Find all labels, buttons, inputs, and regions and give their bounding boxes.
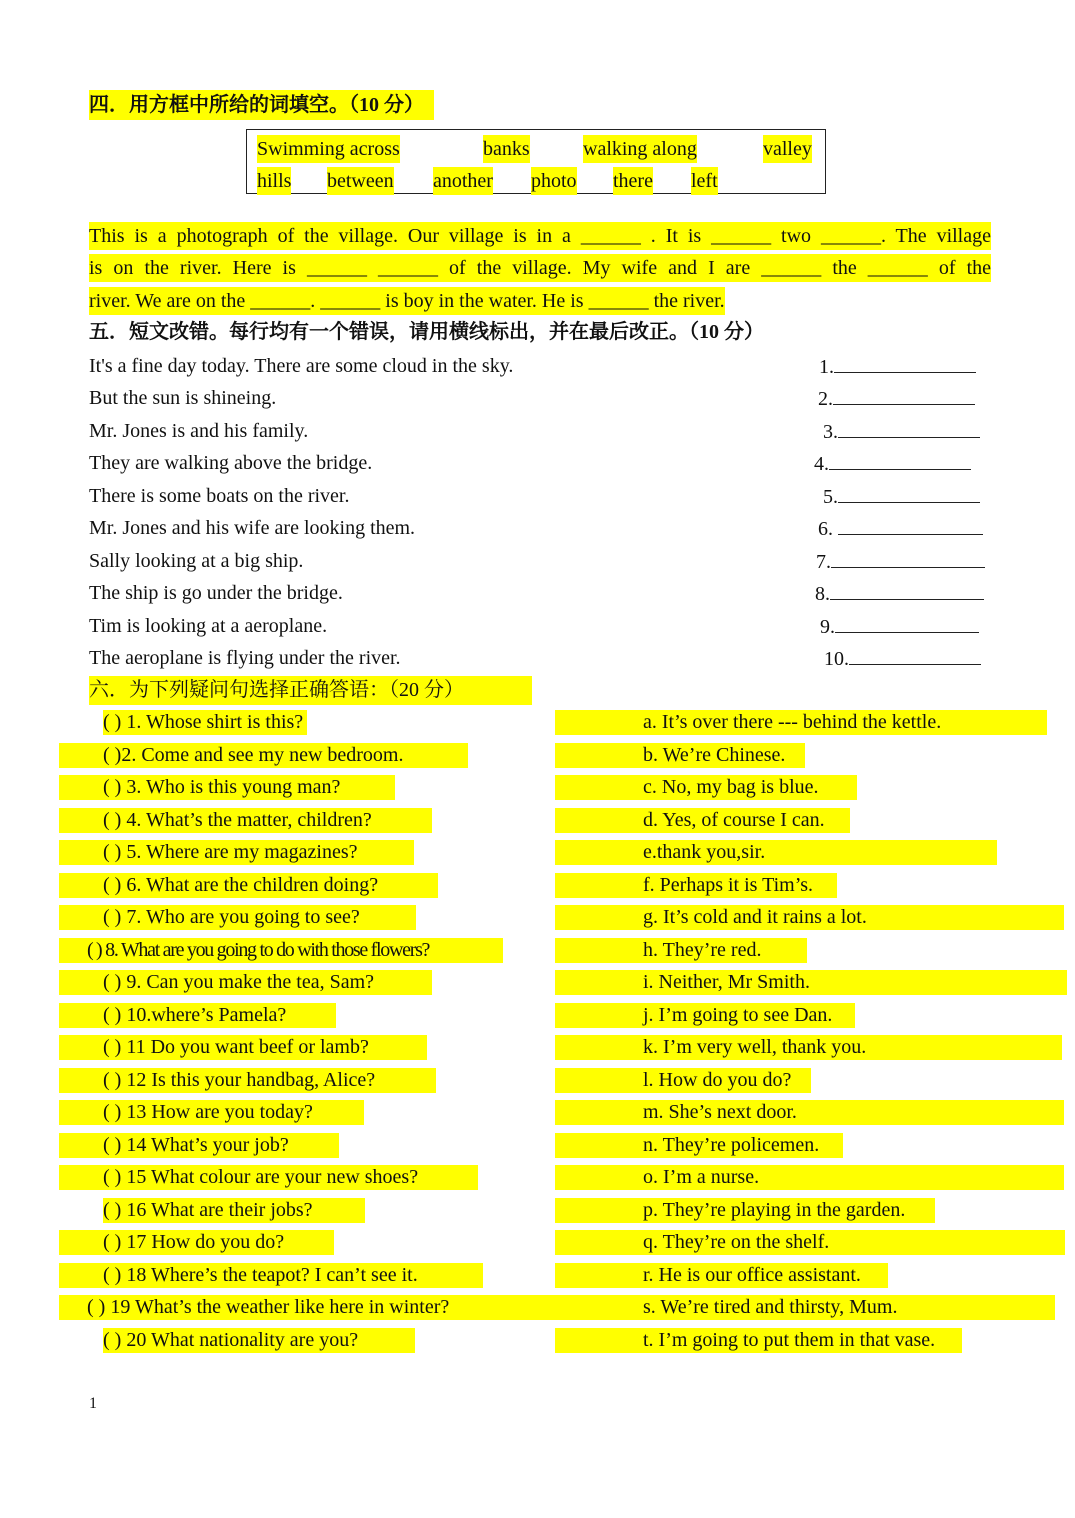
error-line: It's a fine day today. There are some cloud in the sky. (89, 355, 514, 377)
answer-option: i. Neither, Mr Smith. (555, 970, 1067, 995)
answer-option: l. How do you do? (555, 1068, 811, 1093)
answer-number: 8. (815, 583, 830, 605)
error-line: But the sun is shineing. (89, 387, 277, 409)
section6-title: 六．为下列疑问句选择正确答语：（20 分） (89, 676, 532, 705)
word-box-item: between (327, 167, 394, 195)
answer-blank[interactable] (849, 644, 981, 665)
answer-option: f. Perhaps it is Tim’s. (555, 873, 837, 898)
answer-option: q. They’re on the shelf. (555, 1230, 1065, 1255)
question-item: ( )2. Come and see my new bedroom. (59, 743, 468, 768)
answer-number: 1. (819, 356, 834, 378)
question-item: ( ) 17 How do you do? (59, 1230, 334, 1255)
answer-slot[interactable] (818, 514, 983, 543)
error-line: The aeroplane is flying under the river. (89, 647, 401, 669)
question-item: ( ) 6. What are the children doing? (59, 873, 438, 898)
error-line: There is some boats on the river. (89, 485, 350, 507)
answer-option: d. Yes, of course I can. (555, 808, 850, 833)
answer-option: j. I’m going to see Dan. (555, 1003, 855, 1028)
answer-blank[interactable] (831, 547, 985, 568)
answer-option: r. He is our office assistant. (555, 1263, 888, 1288)
question-item: ( ) 8. What are you going to do with those flowers? (59, 938, 503, 963)
word-box-item: walking along (583, 135, 697, 163)
question-item: ( ) 13 How are you today? (59, 1100, 364, 1125)
answer-option: n. They’re policemen. (555, 1133, 843, 1158)
answer-slot[interactable] (824, 644, 981, 673)
error-line: Tim is looking at a aeroplane. (89, 615, 328, 637)
answer-slot[interactable] (820, 612, 979, 641)
answer-number: 4. (814, 453, 829, 475)
error-line: Sally looking at a big ship. (89, 550, 304, 572)
error-line: They are walking above the bridge. (89, 452, 373, 474)
answer-blank[interactable] (830, 579, 984, 600)
word-box-item: Swimming across (257, 135, 400, 163)
answer-blank[interactable] (834, 352, 976, 373)
word-box (246, 129, 826, 194)
question-item: ( ) 11 Do you want beef or lamb? (59, 1035, 427, 1060)
page-number: 1 (89, 1395, 97, 1412)
answer-option: h. They’re red. (555, 938, 807, 963)
paragraph-line: This is a photograph of the village. Our village is in a ______ . It is ______ two ______. The village (89, 222, 991, 250)
answer-slot[interactable] (823, 482, 980, 511)
answer-number: 3. (823, 421, 838, 443)
question-item: ( ) 4. What’s the matter, children? (59, 808, 432, 833)
word-box-item: valley (763, 135, 812, 163)
word-box-item: hills (257, 167, 291, 195)
answer-number: 10. (824, 648, 849, 670)
answer-blank[interactable] (833, 384, 975, 405)
answer-option: c. No, my bag is blue. (555, 775, 857, 800)
answer-option: a. It’s over there --- behind the kettle. (555, 710, 1047, 735)
question-item: ( ) 9. Can you make the tea, Sam? (59, 970, 432, 995)
question-item: ( ) 10.where’s Pamela? (59, 1003, 336, 1028)
question-item: ( ) 7. Who are you going to see? (59, 905, 416, 930)
answer-slot[interactable] (816, 547, 985, 576)
answer-option: o. I’m a nurse. (555, 1165, 1064, 1190)
answer-slot[interactable] (823, 417, 980, 446)
question-item: ( ) 16 What are their jobs? (103, 1198, 365, 1223)
error-line: Mr. Jones and his wife are looking them. (89, 517, 416, 539)
answer-slot[interactable] (815, 579, 984, 608)
paragraph-line: is on the river. Here is ______ ______ of the village. My wife and I are ______ the ______ of the (89, 254, 991, 282)
answer-option: t. I’m going to put them in that vase. (555, 1328, 962, 1353)
question-item: ( ) 12 Is this your handbag, Alice? (59, 1068, 436, 1093)
question-item: ( ) 15 What colour are your new shoes? (59, 1165, 478, 1190)
answer-blank[interactable] (835, 612, 979, 633)
word-box-item: banks (483, 135, 530, 163)
answer-option: k. I’m very well, thank you. (555, 1035, 1062, 1060)
question-item: ( ) 1. Whose shirt is this? (103, 710, 307, 735)
answer-option: p. They’re playing in the garden. (555, 1198, 935, 1223)
word-box-item: another (433, 167, 493, 195)
answer-blank[interactable] (838, 417, 980, 438)
word-box-item: left (691, 167, 718, 195)
error-line: The ship is go under the bridge. (89, 582, 343, 604)
section4-title: 四．用方框中所给的词填空。（10 分） (89, 90, 434, 120)
answer-blank[interactable] (838, 514, 983, 535)
answer-slot[interactable] (814, 449, 971, 478)
question-item: ( ) 5. Where are my magazines? (59, 840, 414, 865)
answer-slot[interactable] (819, 352, 976, 381)
answer-number: 2. (818, 388, 833, 410)
answer-slot[interactable] (818, 384, 975, 413)
section5-title: 五．短文改错。每行均有一个错误，请用横线标出，并在最后改正。（10 分） (89, 321, 764, 343)
question-item: ( ) 20 What nationality are you? (103, 1328, 415, 1353)
question-item: ( ) 18 Where’s the teapot? I can’t see it. (59, 1263, 483, 1288)
word-box-item: photo (531, 167, 577, 195)
answer-option: b. We’re Chinese. (555, 743, 805, 768)
answer-option: e.thank you,sir. (555, 840, 997, 865)
answer-blank[interactable] (838, 482, 980, 503)
answer-number: 5. (823, 486, 838, 508)
answer-blank[interactable] (829, 449, 971, 470)
error-line: Mr. Jones is and his family. (89, 420, 309, 442)
answer-option: s. We’re tired and thirsty, Mum. (555, 1295, 1055, 1320)
answer-number: 6. (818, 518, 833, 540)
answer-number: 7. (816, 551, 831, 573)
question-item: ( ) 14 What’s your job? (59, 1133, 339, 1158)
word-box-item: there (613, 167, 653, 195)
answer-number: 9. (820, 616, 835, 638)
question-item: ( ) 19 What’s the weather like here in winter? (59, 1295, 555, 1320)
paragraph-line: river. We are on the ______. ______ is boy in the water. He is ______ the river. (89, 287, 725, 315)
answer-option: g. It’s cold and it rains a lot. (555, 905, 1064, 930)
question-item: ( ) 3. Who is this young man? (59, 775, 395, 800)
answer-option: m. She’s next door. (555, 1100, 1064, 1125)
